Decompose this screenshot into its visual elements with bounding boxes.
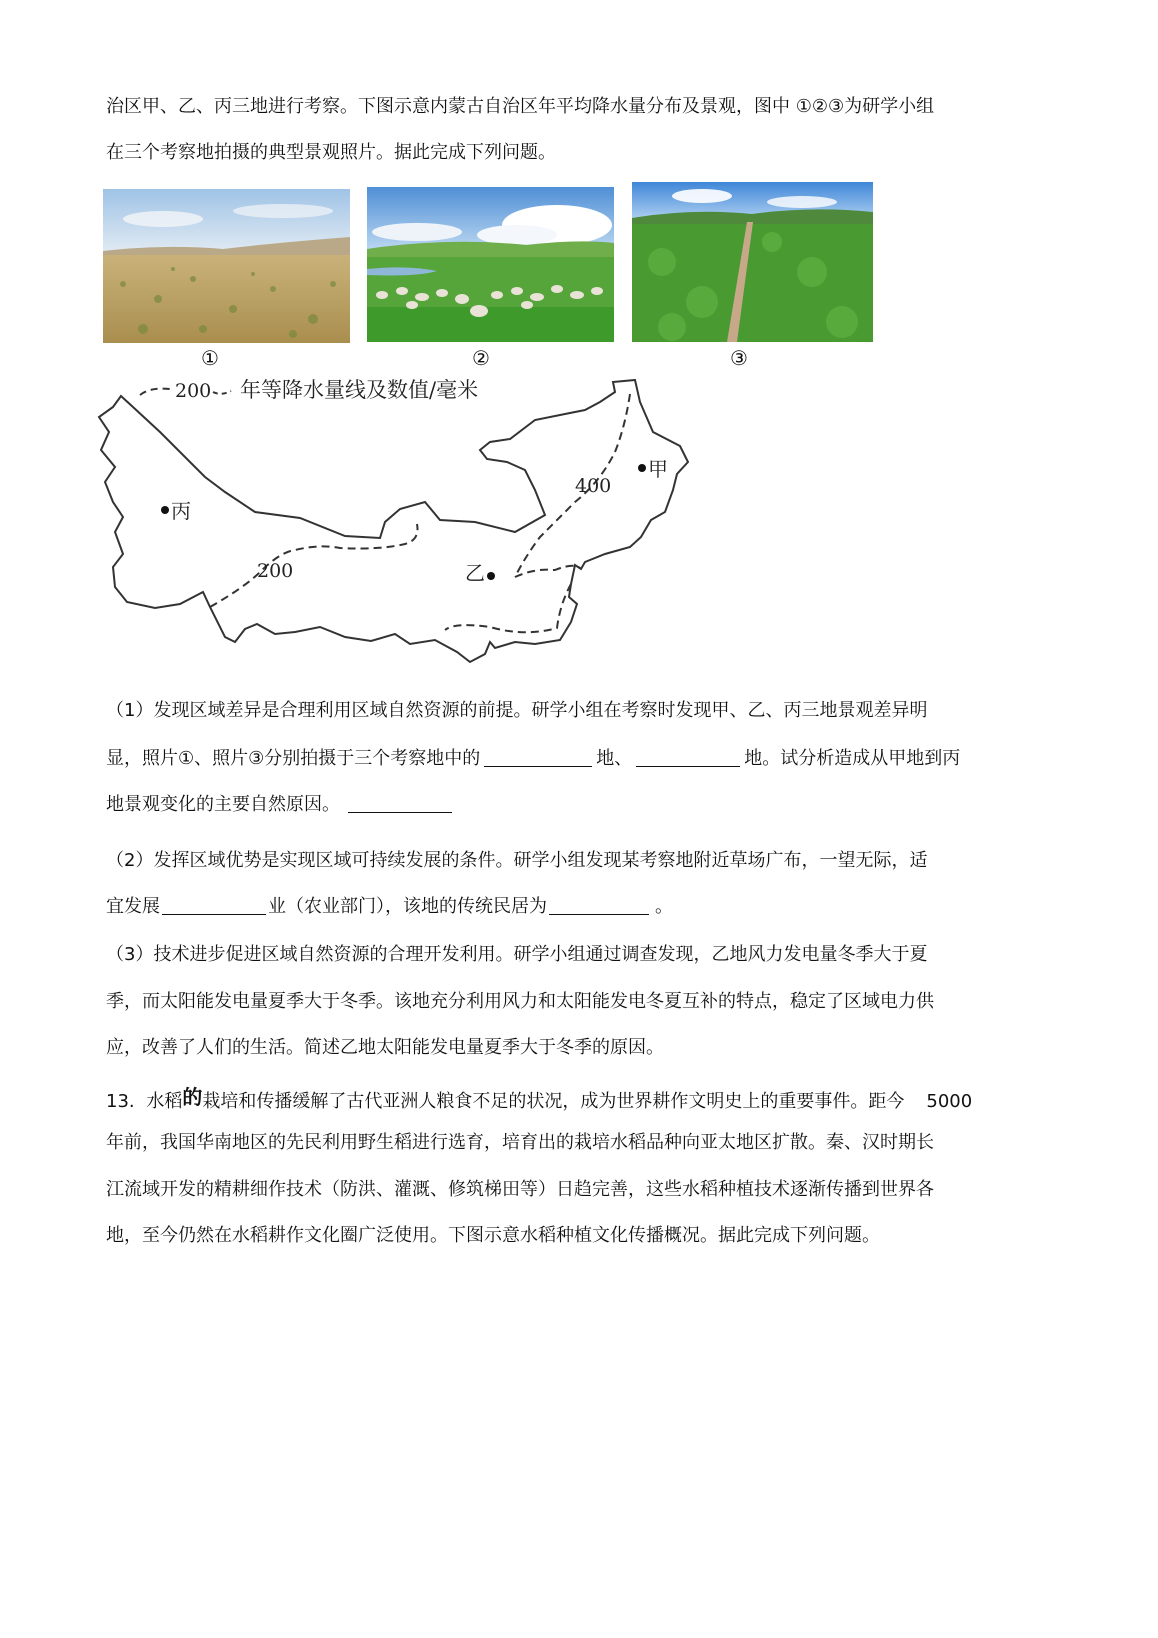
place-label-jia: 甲 [648, 457, 668, 481]
q13-line-1-bold: 的 [182, 1085, 203, 1109]
q2-blank-1[interactable] [162, 894, 266, 915]
q3-line-1: （3）技术进步促进区域自然资源的合理开发利用。研学小组通过调查发现，乙地风力发电量冬季大于夏 [106, 944, 928, 965]
q2-line-2-c: 。 [655, 896, 673, 917]
q13-number: 13. [106, 1091, 135, 1112]
photo-grassland [367, 187, 614, 342]
q1-blank-2[interactable] [636, 746, 740, 767]
q2-line-2-b: 业（农业部门），该地的传统民居为 [268, 896, 547, 917]
place-label-yi: 乙 [465, 561, 485, 585]
place-marker-bing [161, 506, 169, 514]
q3-line-2: 季，而太阳能发电量夏季大于冬季。该地充分利用风力和太阳能发电冬夏互补的特点，稳定了区域电力供 [106, 991, 934, 1012]
q1-line-3-text: 地景观变化的主要自然原因。 [106, 794, 340, 815]
photo-desert-steppe [103, 189, 350, 343]
intro-line-2: 在三个考察地拍摄的典型景观照片。据此完成下列问题。 [106, 142, 556, 163]
photo-caption-1: ① [201, 346, 219, 370]
place-label-bing: 丙 [171, 499, 191, 523]
place-marker-jia [638, 464, 646, 472]
q3-line-3: 应，改善了人们的生活。简述乙地太阳能发电量夏季大于冬季的原因。 [106, 1037, 664, 1058]
place-marker-yi [487, 572, 495, 580]
photo-forest [632, 182, 873, 342]
q1-line-2 [106, 746, 960, 771]
photo-caption-3: ③ [730, 346, 748, 370]
q13-line-1-num: 5000 [926, 1091, 973, 1112]
q1-line-3 [106, 792, 452, 817]
photo-caption-2: ② [472, 346, 490, 370]
q13-line-3: 江流域开发的精耕细作技术（防洪、灌溉、修筑梯田等）日趋完善，这些水稻种植技术逐渐传播到世界各 [106, 1179, 934, 1200]
legend-isohyet-sample [140, 389, 170, 395]
legend-text: 年等降水量线及数值/毫米 [240, 378, 479, 402]
q13-line-1 [106, 1085, 972, 1114]
q2-line-1: （2）发挥区域优势是实现区域可持续发展的条件。研学小组发现某考察地附近草场广布，一望无际，适 [106, 850, 928, 871]
q1-line-2-c: 地。试分析造成从甲地到丙 [744, 748, 961, 769]
q13-line-1-b: 栽培和传播缓解了古代亚洲人粮食不足的状况，成为世界耕作文明史上的重要事件。距今 [202, 1091, 905, 1112]
isohyet-label-200: 200 [257, 560, 294, 582]
q2-line-2 [106, 894, 673, 919]
q1-blank-1[interactable] [484, 746, 592, 767]
q1-line-1: （1）发现区域差异是合理利用区域自然资源的前提。研学小组在考察时发现甲、乙、丙三地景观差异明 [106, 700, 928, 721]
intro-line-1: 治区甲、乙、丙三地进行考察。下图示意内蒙古自治区年平均降水量分布及景观，图中 ①②③为研学小组 [106, 96, 935, 117]
q13-line-4: 地，至今仍然在水稻耕作文化圈广泛使用。下图示意水稻种植文化传播概况。据此完成下列问题。 [106, 1225, 880, 1246]
q2-line-2-a: 宜发展 [106, 896, 160, 917]
q2-blank-2[interactable] [549, 894, 649, 915]
q1-line-2-b: 地、 [596, 748, 633, 769]
isohyet-label-400: 400 [575, 475, 612, 497]
q1-line-2-a: 显，照片①、照片③分别拍摄于三个考察地中的 [106, 748, 481, 769]
legend-isohyet-sample-2 [213, 391, 231, 394]
precipitation-map [95, 372, 715, 672]
q13-line-1-a: 水稻 [146, 1091, 183, 1112]
q1-blank-3[interactable] [348, 792, 452, 813]
q13-line-2: 年前，我国华南地区的先民利用野生稻进行选育，培育出的栽培水稻品种向亚太地区扩散。秦、汉时期长 [106, 1132, 934, 1153]
legend-value: 200 [175, 380, 212, 402]
